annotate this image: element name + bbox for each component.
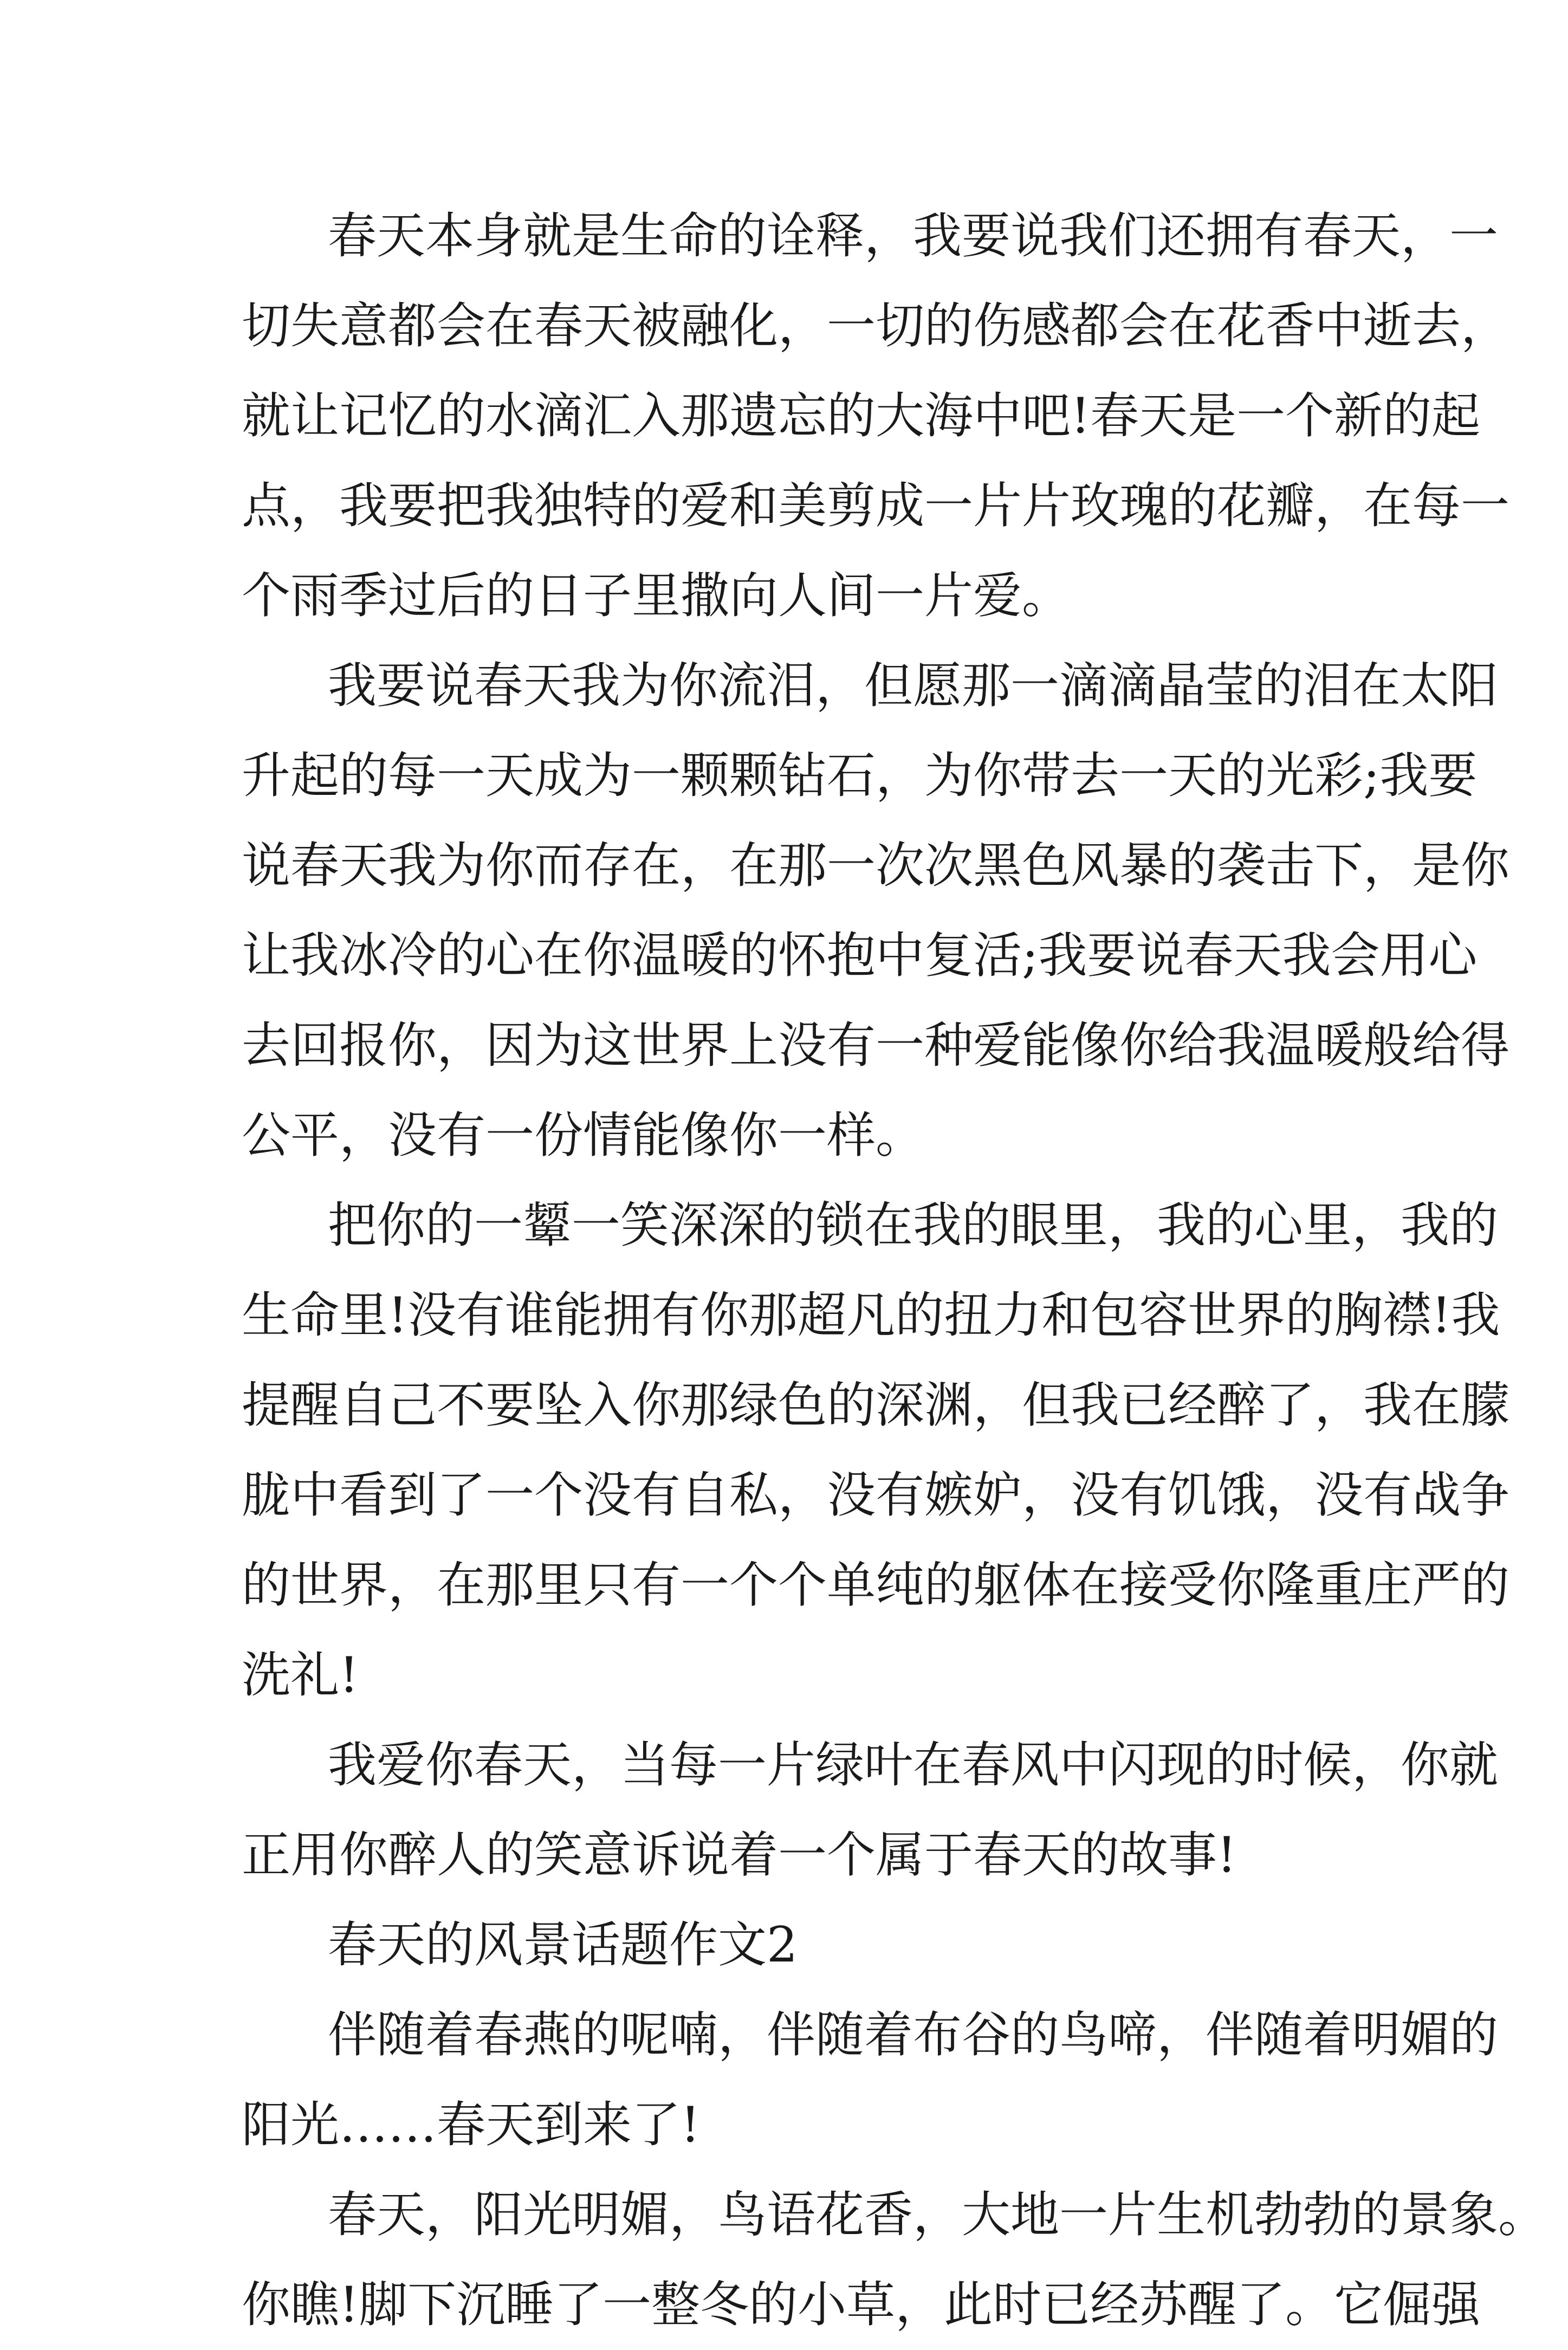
paragraph-4 xyxy=(242,1720,1498,1900)
text-line: 升起的每一天成为一颗颗钻石，为你带去一天的光彩;我要 xyxy=(242,747,1478,804)
paragraph-2 xyxy=(242,641,1509,1181)
text-line: 公平，没有一份情能像你一样。 xyxy=(242,1107,924,1164)
text-line: 点，我要把我独特的爱和美剪成一片片玫瑰的花瓣，在每一 xyxy=(242,477,1509,534)
paragraph-6 xyxy=(242,2170,1547,2350)
text-line: 胧中看到了一个没有自私，没有嫉妒，没有饥饿，没有战争 xyxy=(242,1467,1509,1524)
text-line: 切失意都会在春天被融化，一切的伤感都会在花香中逝去， xyxy=(242,297,1509,354)
text-line: 去回报你，因为这世界上没有一种爱能像你给我温暖般给得 xyxy=(242,1017,1509,1074)
text-line: 把你的一颦一笑深深的锁在我的眼里，我的心里，我的 xyxy=(328,1197,1498,1254)
text-line: 生命里!没有谁能拥有你那超凡的扭力和包容世界的胸襟!我 xyxy=(242,1287,1500,1344)
text-line: 洗礼! xyxy=(242,1647,359,1704)
text-line: 提醒自己不要坠入你那绿色的深渊，但我已经醉了，我在朦 xyxy=(242,1377,1509,1434)
text-line: 的世界，在那里只有一个个单纯的躯体在接受你隆重庄严的 xyxy=(242,1557,1509,1614)
section-title: 春天的风景话题作文2 xyxy=(328,1917,798,1973)
text-line: 个雨季过后的日子里撒向人间一片爱。 xyxy=(242,567,1071,624)
text-line: 让我冰冷的心在你温暖的怀抱中复活;我要说春天我会用心 xyxy=(242,927,1478,984)
paragraph-5 xyxy=(242,1990,1498,2170)
text-line: 你瞧!脚下沉睡了一整冬的小草，此时已经苏醒了。它倔强 xyxy=(242,2276,1481,2333)
text-line: 伴随着春燕的呢喃，伴随着布谷的鸟啼，伴随着明媚的 xyxy=(328,2006,1498,2063)
text-line: 阳光……春天到来了! xyxy=(242,2096,701,2153)
section-heading xyxy=(242,1900,1334,1990)
text-line: 我爱你春天，当每一片绿叶在春风中闪现的时候，你就 xyxy=(328,1737,1498,1794)
text-line: 春天本身就是生命的诠释，我要说我们还拥有春天，一 xyxy=(328,208,1498,264)
paragraph-3 xyxy=(242,1181,1509,1720)
text-line: 正用你醉人的笑意诉说着一个属于春天的故事! xyxy=(242,1827,1237,1883)
paragraph-1 xyxy=(242,191,1509,641)
text-line: 春天，阳光明媚，鸟语花香，大地一片生机勃勃的景象。 xyxy=(328,2186,1547,2243)
document-body xyxy=(242,191,1547,2350)
text-line: 说春天我为你而存在，在那一次次黑色风暴的袭击下，是你 xyxy=(242,837,1509,894)
text-line: 就让记忆的水滴汇入那遗忘的大海中吧!春天是一个新的起 xyxy=(242,387,1481,444)
text-line: 我要说春天我为你流泪，但愿那一滴滴晶莹的泪在太阳 xyxy=(328,657,1498,714)
